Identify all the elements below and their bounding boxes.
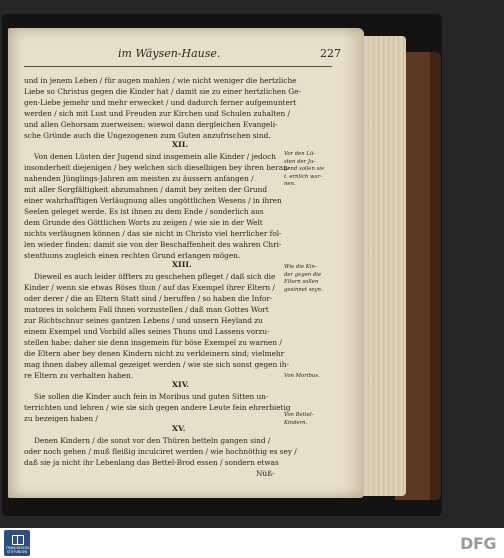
text-line: insonderheit diejenigen / bey welchen sich dieselbigen bey ihren heran- [24, 163, 291, 172]
text-line: zu bezeigen haben / [24, 414, 98, 423]
text-line: Denen Kindern / die sonst vor den Thüren betteln gangen sind / [34, 436, 271, 445]
running-title: im Wäysen-Hause. [118, 47, 221, 60]
franckesche-stiftungen-logo[interactable] [4, 530, 30, 556]
section-number: XIII. [172, 260, 192, 269]
section-number: XII. [172, 140, 189, 149]
text-line: mit aller Sorgfältigkeit abzumahnen / damit bey zeiten der Grund [24, 185, 268, 194]
margin-note: Von Moribus. [284, 373, 320, 379]
text-line: Liebe so Christus gegen die Kinder hat / damit sie zu einer hertzlichen Ge- [24, 87, 301, 96]
text-line: stenthums zugleich einen rechten Grund erlangen mögen. [24, 251, 241, 260]
text-line: einer wahrhafftigen Verläugnung alles ungöttlichen Wesens / in ihren [24, 196, 282, 205]
text-line: nahenden Jünglings-Jahren am meisten zu äussern anfangen / [24, 174, 254, 183]
text-line: stellen habe: daher sie denn insgemein für böse Exempel zu warnen / [24, 338, 282, 347]
page-number: 227 [320, 47, 341, 60]
text-line: Dieweil es auch leider öffters zu geschehen pfleget / daß sich die [34, 272, 276, 281]
text-line: zur Richtschnur seines gantzen Lebens / und unsern Heyland zu [24, 316, 263, 325]
text-line: Kinder / wenn sie etwas Böses thun / auf das Exempel ihrer Eltern / [24, 283, 275, 292]
footer-bar [0, 528, 504, 558]
section-number: XIV. [172, 380, 190, 389]
text-line: Von denen Lüsten der Jugend sind insgemein alle Kinder / jedoch [34, 152, 276, 161]
header-rule [24, 66, 332, 67]
margin-note: Wie die Kin- der gegen die Eltern sollen gesinnet seyn. [284, 264, 323, 293]
text-line: oder noch gehen / muß fleißig inculciret werden / wie hochnöthig es sey / [24, 447, 297, 456]
book-icon [12, 535, 24, 545]
text-line: Seelen geleget werde. Es ist ihnen zu dem Ende / sonderlich aus [24, 207, 264, 216]
text-line: daß sie ja nicht ihr Lebenlang das Bettel-Brod essen / sondern etwas [24, 458, 279, 467]
text-line: oder derer / die an Eltern Statt sind / beruffen / so haben die Infor- [24, 294, 273, 303]
book-spine-icon [17, 535, 18, 544]
text-line: matores in solchem Fall ihnen vorzustellen / daß man Gottes Wort [24, 305, 269, 314]
section-number: XV. [172, 424, 186, 433]
text-line: sche Gründe auch die Ungezogenen zum Guten anzufrischen sind. [24, 131, 271, 140]
margin-note: Von Bettel- Kindern. [284, 412, 314, 426]
text-line: werden / sich mit Lust und Freuden zur Kirchen und Schulen zuhalten / [24, 109, 290, 118]
text-line: terrichten und lehren / wie sie sich gegen andere Leute fein ehrerbietig [24, 403, 291, 412]
text-line: die Eltern aber bey denen Kindern nicht zu verkleinern sind; vielmehr [24, 349, 285, 358]
dfg-logo[interactable]: DFG [460, 534, 496, 553]
text-line: mag ihnen dabey allemal gezeiget werden / wie sie sich sonst gegen ih- [24, 360, 289, 369]
text-line: Sie sollen die Kinder auch fein in Moribus und guten Sitten un- [34, 392, 269, 401]
text-line: re Eltern zu verhalten haben. [24, 371, 133, 380]
text-line: len wieder finden: damit sie von der Beschaffenheit des wahren Chri- [24, 240, 282, 249]
text-line: nichts verläugnen können / das sie nicht in Christo viel herrlicher fol- [24, 229, 282, 238]
text-line: dem Grunde des Göttlichen Worts zu zeigen / wie sie in der Welt [24, 218, 263, 227]
text-line: und in jenem Leben / für augen mahlen / wie nicht weniger die hertzliche [24, 76, 297, 85]
text-line: und allen Gehorsam zuerweisen: wiewol dann dergleichen Evangeli- [24, 120, 278, 129]
catchword: Nüß- [256, 469, 275, 478]
margin-note: Vor den Lü- sten der Ju- gend sollen sie t. ernlich war- nen. [284, 151, 325, 187]
text-line: einem Exempel und Vorbild alles seines Thuns und Lassens vorzu- [24, 327, 270, 336]
logo-text: FRANCKESCHE STIFTUNGEN [6, 546, 30, 554]
text-line: gen-Liebe jemehr und mehr erwecket / und dadurch ferner aufgemuntert [24, 98, 297, 107]
